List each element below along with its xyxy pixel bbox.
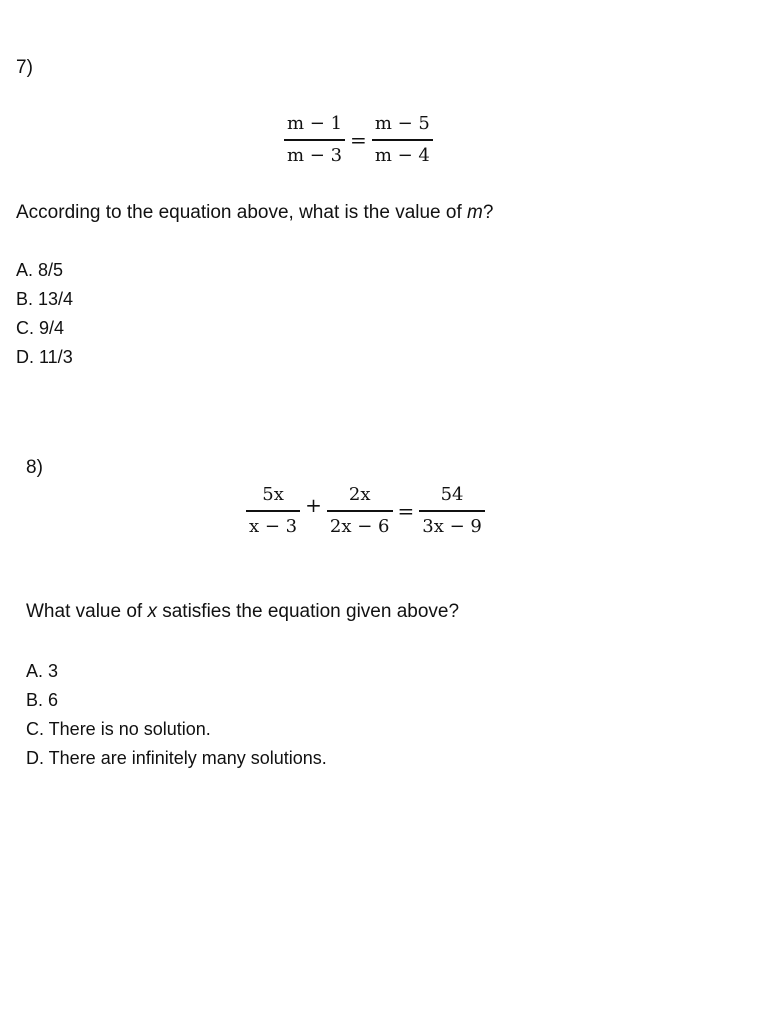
fraction-bar (327, 510, 393, 512)
stem-text-after: ? (482, 202, 494, 223)
fraction-denominator: x − 3 (249, 515, 298, 537)
fraction-right (370, 112, 435, 168)
fraction-numerator: m − 1 (287, 113, 343, 134)
plus-sign: + (305, 492, 322, 517)
equals-sign: = (350, 127, 367, 152)
question-7-choice-a[interactable]: A. 8/5 (16, 260, 64, 280)
question-8-number: 8) (26, 457, 43, 478)
question-7-choice-b[interactable]: B. 13/4 (16, 289, 74, 309)
stem-text-before: What value of (26, 601, 148, 622)
stem-variable: x (147, 601, 157, 622)
fraction-numerator: 2x (348, 484, 371, 505)
fraction-numerator: 5x (262, 484, 284, 505)
fraction-bar (246, 510, 300, 512)
question-8-choice-b[interactable]: B. 6 (26, 690, 59, 710)
fraction-bar (419, 510, 485, 512)
fraction-denominator: 3x − 9 (422, 515, 482, 537)
question-7-choice-d[interactable]: D. 11/3 (16, 347, 73, 367)
fraction-numerator: m − 5 (374, 113, 430, 134)
fraction-bar (372, 139, 433, 141)
fraction-bar (284, 139, 345, 141)
question-7-number: 7) (16, 57, 33, 78)
fraction-left (282, 112, 347, 168)
fraction-numerator: 54 (440, 484, 464, 505)
stem-text-after: satisfies the equation given above? (156, 601, 460, 622)
question-8-choice-a[interactable]: A. 3 (26, 661, 59, 681)
question-8-choice-d[interactable]: D. There are infinitely many solutions. (26, 748, 327, 768)
question-7-equation (282, 112, 435, 168)
fraction-first (244, 483, 302, 539)
question-8-choice-c[interactable]: C. There is no solution. (26, 719, 211, 739)
question-7-stem (16, 202, 493, 224)
question-8-stem (26, 601, 459, 623)
equals-sign: = (397, 498, 415, 523)
fraction-denominator: 2x − 6 (329, 515, 390, 537)
stem-text-before: According to the equation above, what is the value of (16, 202, 468, 223)
fraction-denominator: m − 3 (287, 144, 343, 166)
fraction-denominator: m − 4 (374, 144, 430, 166)
question-7-choice-c[interactable]: C. 9/4 (16, 318, 65, 338)
fraction-second (325, 483, 395, 539)
question-8-equation (244, 483, 487, 539)
stem-variable: m (467, 202, 483, 223)
fraction-third (417, 483, 487, 539)
